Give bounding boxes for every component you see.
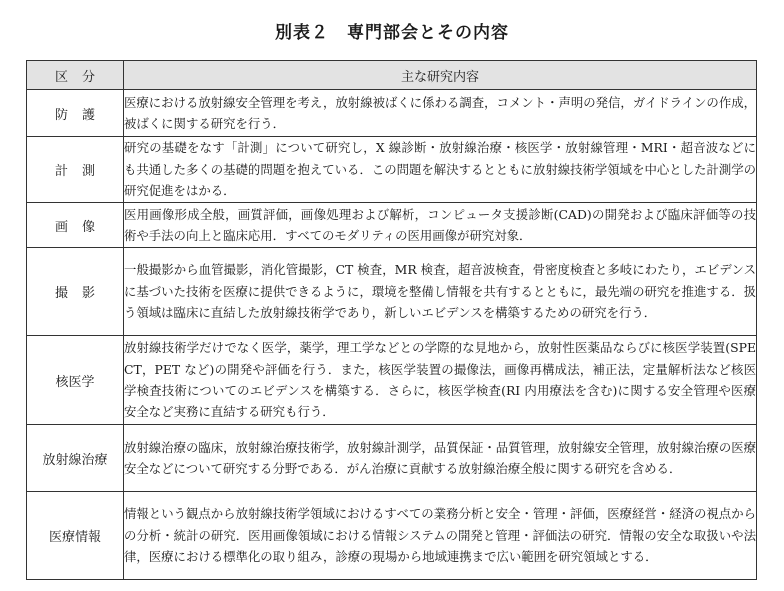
header-row (27, 61, 757, 90)
row-category: 撮影 (27, 248, 124, 336)
table-row (27, 492, 757, 580)
table-row (27, 425, 757, 492)
table-row (27, 248, 757, 336)
row-category: 画像 (27, 203, 124, 248)
row-category: 核医学 (27, 336, 124, 425)
row-category: 放射線治療 (27, 425, 124, 492)
row-content: 医療における放射線安全管理を考え，放射線被ばくに係わる調査，コメント・声明の発信，ガイドラインの作成，被ばくに関する研究を行う． (124, 90, 757, 137)
table-row (27, 90, 757, 137)
table-title: 別表２ 専門部会とその内容 (275, 23, 509, 43)
table-row (27, 336, 757, 425)
row-content: 情報という観点から放射線技術学領域におけるすべての業務分析と安全・管理・評価，医療経営・経済の視点からの分析・統計の研究．医用画像領域における情報システムの開発と管理・評価法の研究．情報の安全な取扱いや法律，医療における標準化の取り組み，診療の現場から地域連携まで広い範囲を研究領域とする． (124, 492, 757, 580)
row-category: 医療情報 (27, 492, 124, 580)
row-content: 放射線治療の臨床，放射線治療技術学，放射線計測学，品質保証・品質管理，放射線安全管理，放射線治療の医療安全などについて研究する分野である．がん治療に貢献する放射線治療全般に関する研究を含める． (124, 425, 757, 492)
header-category: 区分 (27, 61, 124, 90)
table-row (27, 137, 757, 203)
row-category: 計測 (27, 137, 124, 203)
table-row (27, 203, 757, 248)
header-content: 主な研究内容 (124, 61, 757, 90)
row-category: 防護 (27, 90, 124, 137)
row-content: 医用画像形成全般，画質評価，画像処理および解析，コンピュータ支援診断(CAD)の開発および臨床評価等の技術や手法の向上と臨床応用．すべてのモダリティの医用画像が研究対象． (124, 203, 757, 248)
row-content: 研究の基礎をなす「計測」について研究し，X 線診断・放射線治療・核医学・放射線管理・MRI・超音波などにも共通した多くの基礎的問題を抱えている．この問題を解決するとともに放射線技術学領域を中心とした計測学の研究促進をはかる． (124, 137, 757, 203)
specialty-committee-table (26, 60, 757, 580)
row-content: 放射線技術学だけでなく医学，薬学，理工学などとの学際的な見地から，放射性医薬品ならびに核医学装置(SPECT，PET など)の開発や評価を行う．また，核医学装置の撮像法，画像再構成法，補正法，定量解析法など核医学検査技術についてのエビデンスを構築する．さらに，核医学検査(RI 内用療法を含む)に関する安全管理や医療安全など実務に直結する研究も行う． (124, 336, 757, 425)
row-content: 一般撮影から血管撮影，消化管撮影，CT 検査，MR 検査，超音波検査，骨密度検査と多岐にわたり，エビデンスに基づいた技術を医療に提供できるように，環境を整備し情報を共有するとともに，最先端の研究を推進する．扱う領域は臨床に直結した放射線技術学であり，新しいエビデンスを構築するための研究を行う． (124, 248, 757, 336)
